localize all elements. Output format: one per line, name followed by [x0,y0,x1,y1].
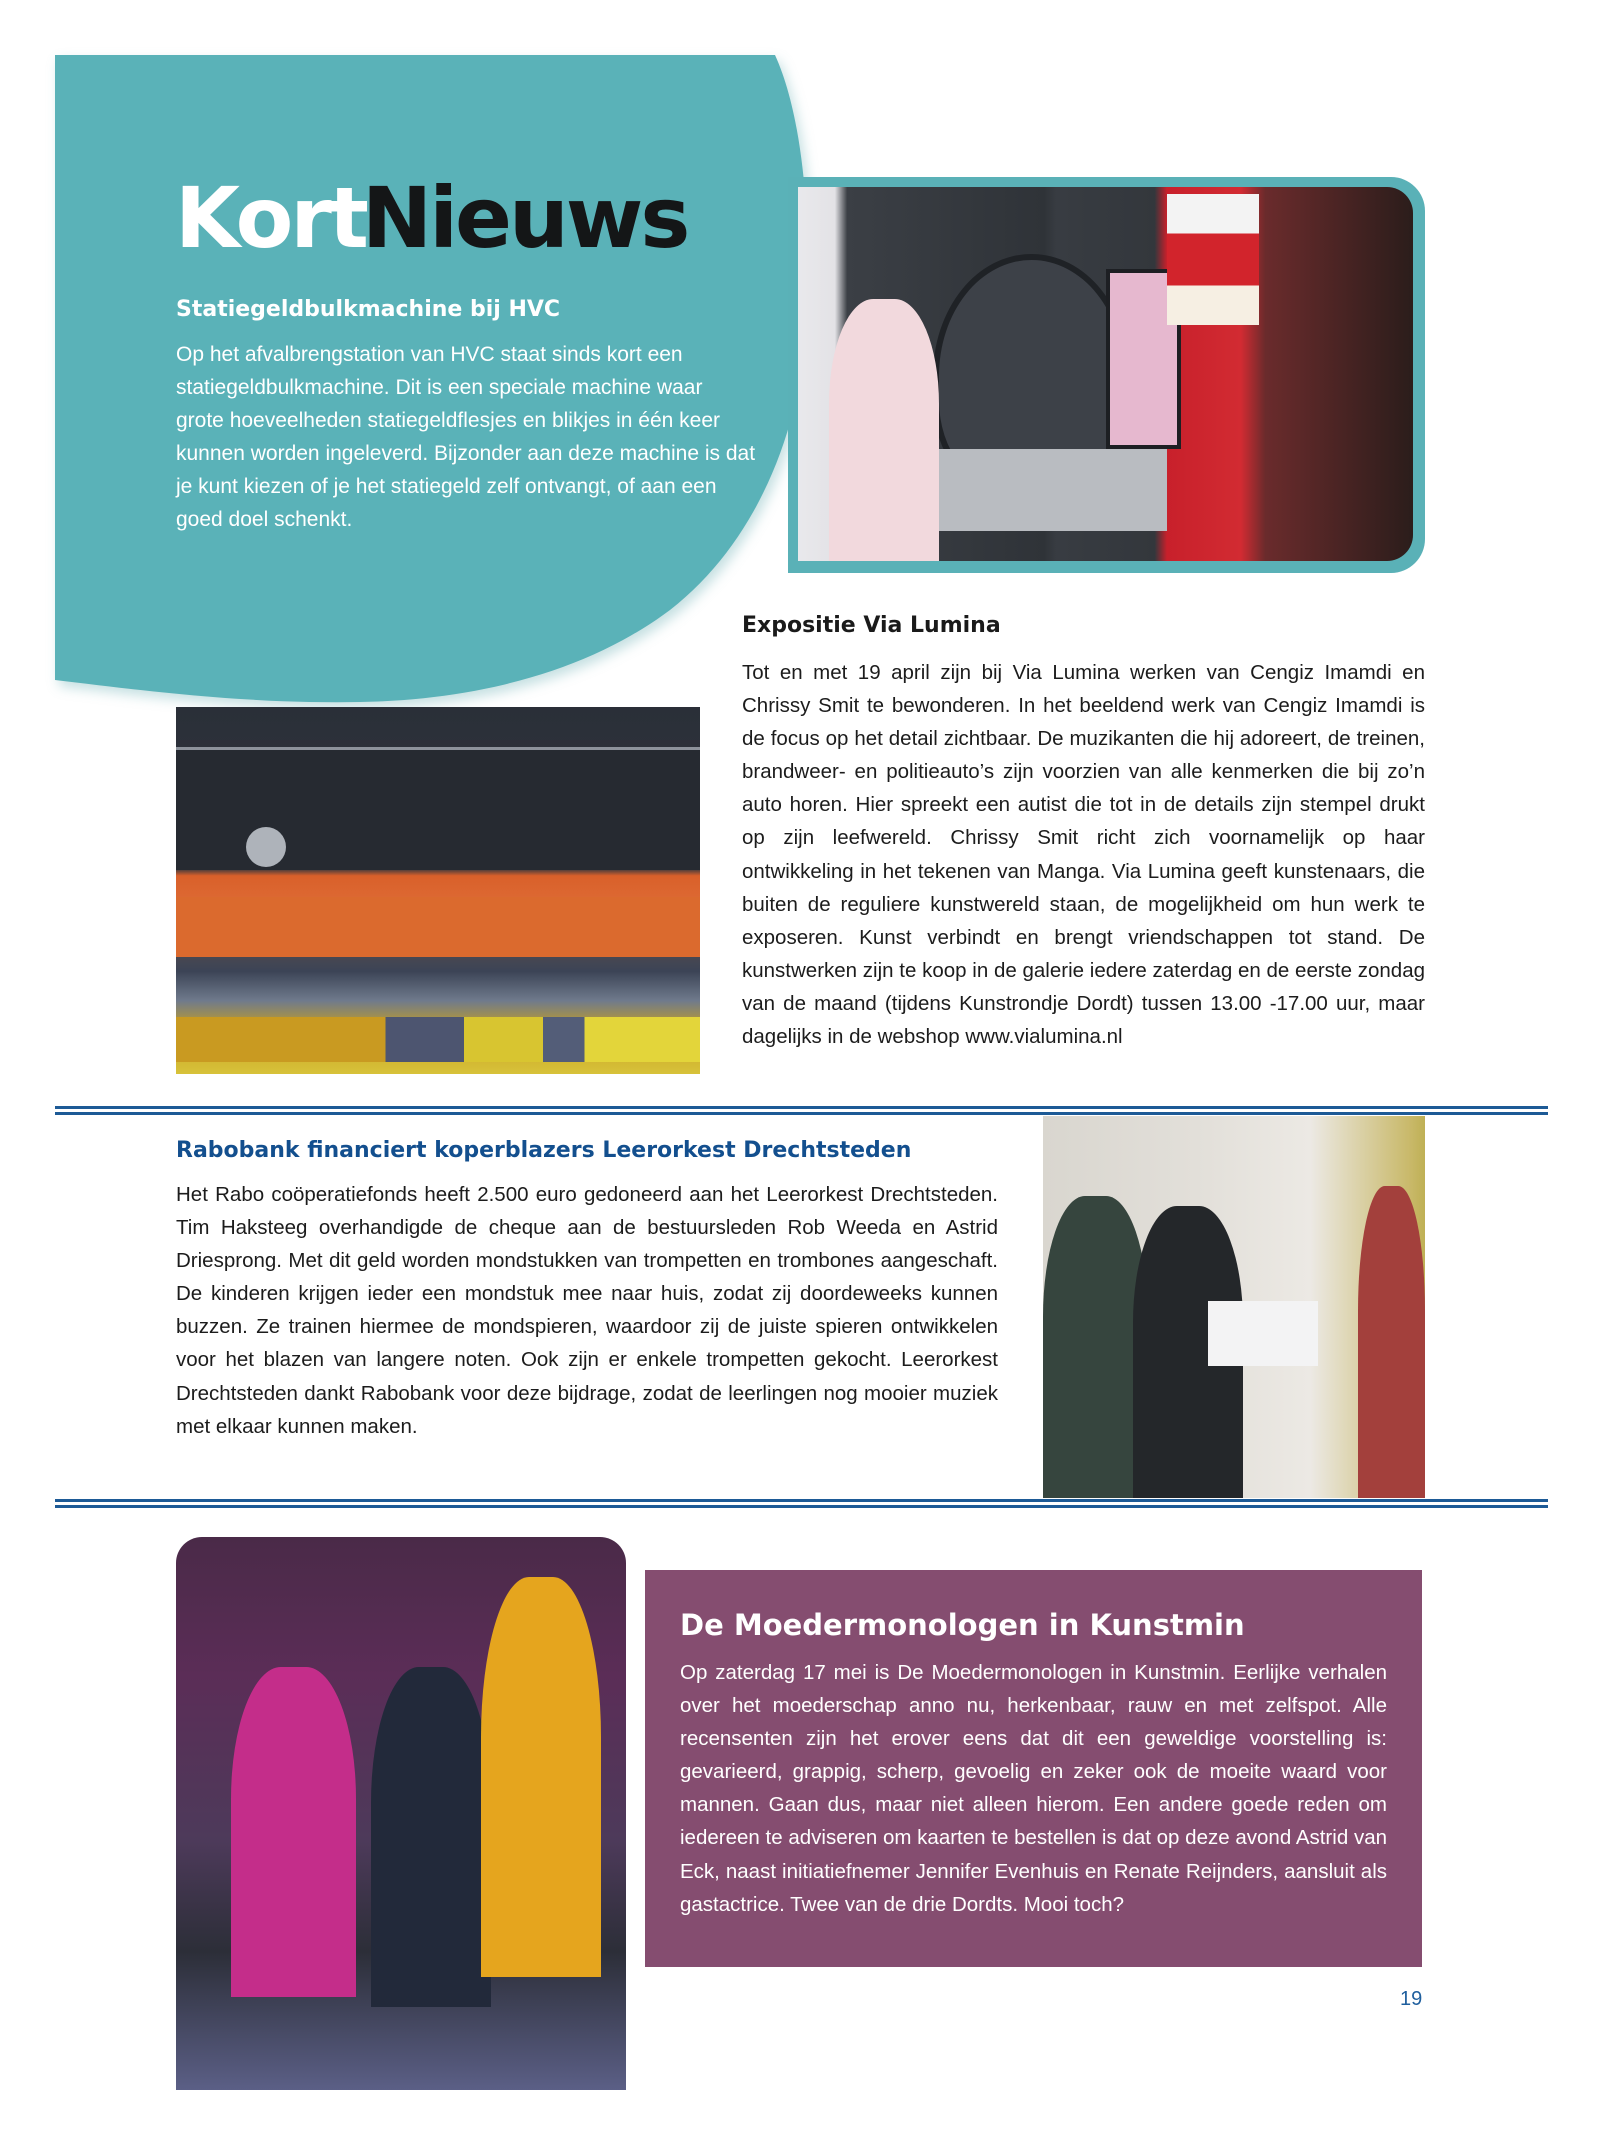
title-kort: Kort [175,169,366,267]
photo-woman-yellow [481,1577,601,1977]
photo-cheque [1208,1301,1318,1366]
article-body-via-lumina: Tot en met 19 april zijn bij Via Lumina werken van Cengiz Imamdi en Chrissy Smit te bewonderen. In het beeldend werk van Cengiz Imamdi is de focus op het detail zichtbaar. De muzikanten die hij adoreert, de treinen, brandweer- en politieauto’s zijn voorzien van alle kenmerken die bij zo’n auto horen. Hier spreekt een autist die tot in de details zijn stempel drukt op zijn leefwereld. Chrissy Smit richt zich voornamelijk op haar ontwikkeling in het tekenen van Manga. Via Lumina geeft kunstenaars, die buiten de reguliere kunstwereld staan, de mogelijkheid om hun werk te exposeren. Kunst verbindt en brengt vriendschappen tot stand. De kunstwerken zijn te koop in de galerie iedere zaterdag en de eerste zondag van de maand (tijdens Kunstrondje Dordt) tussen 13.00 -17.00 uur, maar dagelijks in de webshop www.vialumina.nl [742,661,1425,1049]
section-divider-top [55,1106,1548,1116]
page-number: 19 [1400,1988,1423,2010]
title-nieuws: Nieuws [361,169,688,267]
artwork-image [176,707,700,1074]
hvc-photo [798,187,1413,561]
moedermonologen-box [645,1570,1422,1967]
art-yellow-vehicles [176,1017,700,1062]
article-heading-rabobank: Rabobank financiert koperblazers Leerorkest Drechtsteden [176,1138,912,1163]
article-body-hvc: Op het afvalbrengstation van HVC staat sinds kort een statiegeldbulkmachine. Dit is een speciale machine waar grote hoeveelheden statiegeldflesjes en blikjes in één keer kunnen worden ingeleverd. Bijzonder aan deze machine is dat je kunt kiezen of je het statiegeld zelf ontvangt, of aan een goed doel schenkt. [176,343,756,531]
art-wheel [246,827,286,867]
article-heading-moedermonologen: De Moedermonologen in Kunstmin [680,1608,1245,1642]
hvc-photo-frame [788,177,1425,573]
photo-woman-pink [231,1667,356,1997]
article-body-rabobank: Het Rabo coöperatiefonds heeft 2.500 euro gedoneerd aan het Leerorkest Drechtsteden. Tim Haksteeg overhandigde de cheque aan de bestuursleden Rob Weeda en Astrid Driesprong. Met dit geld worden mondstukken van trompetten en trombones aangeschaft. De kinderen krijgen ieder een mondstuk mee naar huis, zodat zij doordeweeks kunnen buzzen. Ze trainen hiermee de mondspieren, waardoor zij de juiste spieren ontwikkelen voor het blazen van langere noten. Ook zijn er enkele trompetten gekocht. Leerorkest Drechtsteden dankt Rabobank voor deze bijdrage, zodat de leerlingen nog mooier muziek met elkaar kunnen maken. [176,1183,998,1438]
photo-person-man-red [1358,1186,1425,1498]
article-heading-via-lumina: Expositie Via Lumina [742,613,1001,638]
photo-woman-black [371,1667,491,2007]
rabobank-photo [1043,1116,1425,1498]
art-orange-train [176,897,700,957]
moedermonologen-photo [176,1537,626,2090]
photo-sign [1167,194,1259,325]
article-heading-hvc: Statiegeldbulkmachine bij HVC [176,297,561,322]
section-title [175,169,688,267]
article-body-moedermonologen: Op zaterdag 17 mei is De Moedermonologen in Kunstmin. Eerlijke verhalen over het moederschap anno nu, herkenbaar, rauw en met zelfspot. Alle recensenten zijn het erover eens dat dit een geweldige voorstelling is: gevarieerd, grappig, scherp, gevoelig en zeker ook de moeite waard voor mannen. Gaan dus, maar niet alleen hierom. Een andere goede reden om iedereen te adviseren om kaarten te bestellen is dat op deze avond Astrid van Eck, naast initiatiefnemer Jennifer Evenhuis en Renate Reijnders, aansluit als gastactrice. Twee van de drie Dordts. Mooi toch? [680,1661,1387,1916]
photo-person-child [829,299,940,561]
section-divider-bottom [55,1499,1548,1509]
